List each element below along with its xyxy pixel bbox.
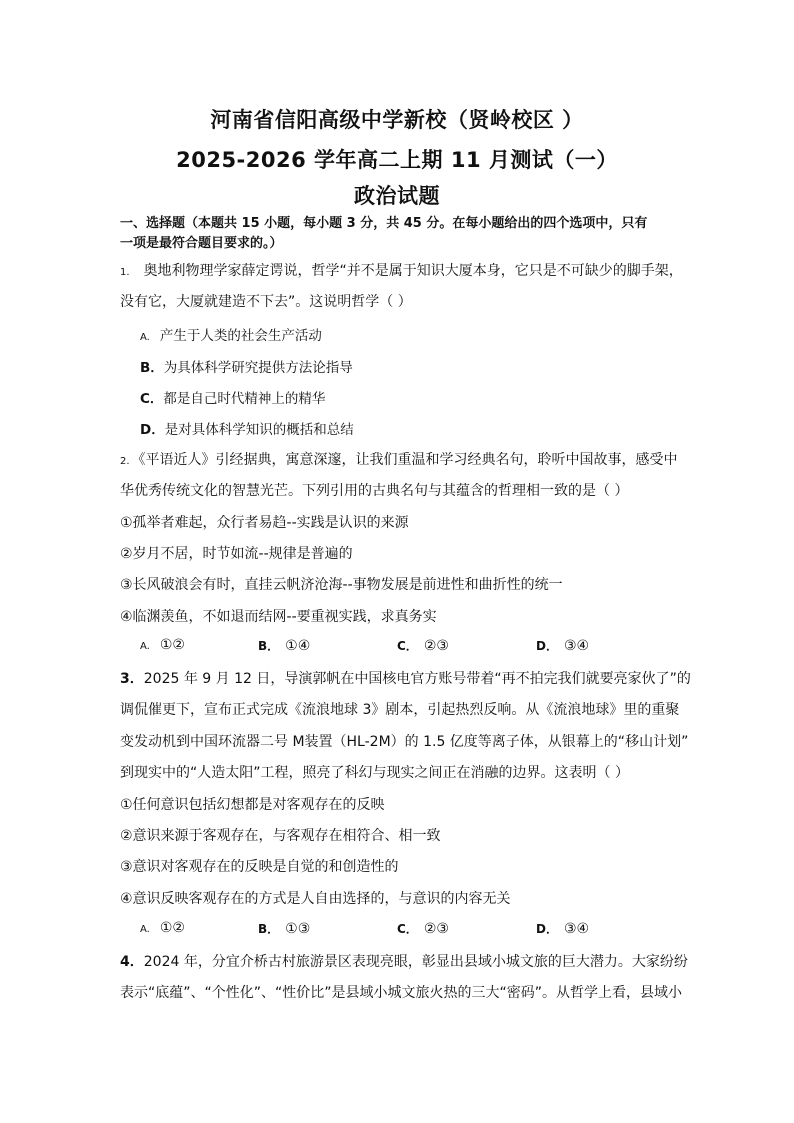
school-title: 河南省信阳高级中学新校（贤岭校区 ）: [210, 108, 584, 132]
q3-choice-c-label: C．: [397, 922, 418, 936]
q3-item-2: ②意识来源于客观存在，与客观存在相符合、相一致: [120, 828, 441, 844]
section-instructions-line1: 一、选择题（本题共 15 小题，每小题 3 分，共 45 分。在每小题给出的四个选项中，只有: [120, 216, 648, 231]
section-instructions-line2: 一项是最符合题目要求的。）: [120, 236, 283, 251]
q3-choice-a[interactable]: [140, 920, 185, 936]
q3-choice-a-text: ①②: [159, 920, 185, 936]
q2-item-4: ④临渊羡鱼，不如退而结网--要重视实践，求真务实: [120, 609, 437, 625]
q2-stem-line1: [120, 450, 690, 472]
q2-choice-c[interactable]: [397, 637, 449, 654]
q4-stem-line1: [120, 952, 690, 972]
q1-stem-line1: [120, 261, 690, 283]
q1-option-c-label: C．: [140, 391, 164, 407]
q1-number: 1.: [120, 267, 130, 278]
q3-stem-line2: 调侃催更下，宣布正式完成《流浪地球 3》剧本，引起热烈反响。从《流浪地球》里的重聚: [120, 702, 680, 718]
exam-title: 2025-2026 学年高二上期 11 月测试（一）: [176, 148, 618, 172]
q2-choice-a-label: A.: [140, 641, 150, 652]
q3-choice-c-text: ②③: [423, 921, 449, 937]
q1-stem-text1: 奥地利物理学家薛定谔说，哲学“并不是属于知识大厦本身，它只是不可缺少的脚手架，: [143, 263, 683, 279]
q2-choice-d-text: ③④: [563, 638, 590, 654]
q2-choice-c-text: ②③: [423, 638, 449, 654]
q2-item-1: ①孤举者难起，众行者易趋--实践是认识的来源: [120, 515, 409, 531]
q3-choice-c[interactable]: [397, 920, 449, 937]
q3-item-1: ①任何意识包括幻想都是对客观存在的反映: [120, 797, 385, 813]
q2-choice-c-label: C．: [397, 639, 418, 653]
q2-choice-b-text: ①④: [285, 638, 311, 654]
q2-stem-text1: 《平语近人》引经据典，寓意深邃，让我们重温和学习经典名句，聆听中国故事，感受中: [131, 452, 678, 468]
q2-choice-a-text: ①②: [159, 637, 185, 653]
q2-item-2: ②岁月不居，时节如流--规律是普遍的: [120, 546, 353, 562]
q3-stem-line1: [120, 669, 690, 689]
q1-option-c[interactable]: [140, 387, 325, 407]
q1-option-a-label: A.: [140, 332, 150, 343]
q2-choices: [140, 637, 700, 657]
q3-choice-d[interactable]: [536, 920, 589, 937]
q2-choice-b-label: B．: [258, 639, 280, 653]
q3-choice-d-text: ③④: [563, 921, 590, 937]
q1-option-b-text: 为具体科学研究提供方法论指导: [163, 360, 353, 376]
q1-option-c-text: 都是自己时代精神上的精华: [163, 391, 326, 407]
q2-stem-line2: 华优秀传统文化的智慧光芒。下列引用的古典名句与其蕴含的哲理相一致的是（ ）: [120, 483, 629, 499]
q3-number: 3．: [120, 671, 144, 687]
q1-option-a[interactable]: [140, 324, 322, 344]
q1-stem-line2: 没有它，大厦就建造不下去”。这说明哲学（ ）: [120, 294, 412, 310]
q3-item-4: ④意识反映客观存在的方式是人自由选择的，与意识的内容无关: [120, 891, 511, 907]
q1-option-d-text: 是对具体科学知识的概括和总结: [164, 422, 354, 438]
q1-option-d[interactable]: [140, 418, 354, 438]
q2-item-3: ③长风破浪会有时，直挂云帆济沧海--事物发展是前进性和曲折性的统一: [120, 577, 563, 593]
q1-option-d-label: D．: [140, 422, 165, 438]
q2-choice-d[interactable]: [536, 637, 589, 654]
q2-choice-d-label: D．: [536, 639, 558, 653]
q4-stem-text1: 2024 年，分宜介桥古村旅游景区表现亮眼，彰显出县域小城文旅的巨大潜力。大家纷纷: [143, 954, 688, 970]
q3-stem-line3: 变发动机到中国环流器二号 M装置（HL-2M）的 1.5 亿度等离子体，从银幕上的“移山计划”: [120, 734, 689, 750]
q3-stem-text1: 2025 年 9 月 12 日，导演郭帆在中国核电官方账号带着“再不拍完我们就要亮家伙了”的: [143, 671, 691, 687]
q1-option-b[interactable]: [140, 356, 353, 376]
q4-number: 4．: [120, 954, 144, 970]
q2-choice-a[interactable]: [140, 637, 185, 653]
q3-choice-b-text: ①③: [285, 921, 311, 937]
q2-number: 2.: [120, 456, 130, 467]
q3-choice-a-label: A.: [140, 924, 150, 935]
subject-title: 政治试题: [354, 184, 440, 208]
q1-option-b-label: B．: [140, 360, 164, 376]
q3-choice-b[interactable]: [258, 920, 310, 937]
q3-stem-line4: 到现实中的“人造太阳”工程，照亮了科幻与现实之间正在消融的边界。这表明（ ）: [120, 765, 629, 781]
q4-stem-line2: 表示“底蕴”、“个性化”、“性价比”是县域小城文旅火热的三大“密码”。从哲学上看，县域小: [120, 985, 683, 1001]
q2-choice-b[interactable]: [258, 637, 310, 654]
q3-item-3: ③意识对客观存在的反映是自觉的和创造性的: [120, 859, 399, 875]
q3-choices: [140, 920, 700, 940]
q3-choice-d-label: D．: [536, 922, 558, 936]
q1-option-a-text: 产生于人类的社会生产活动: [159, 328, 322, 344]
q3-choice-b-label: B．: [258, 922, 280, 936]
